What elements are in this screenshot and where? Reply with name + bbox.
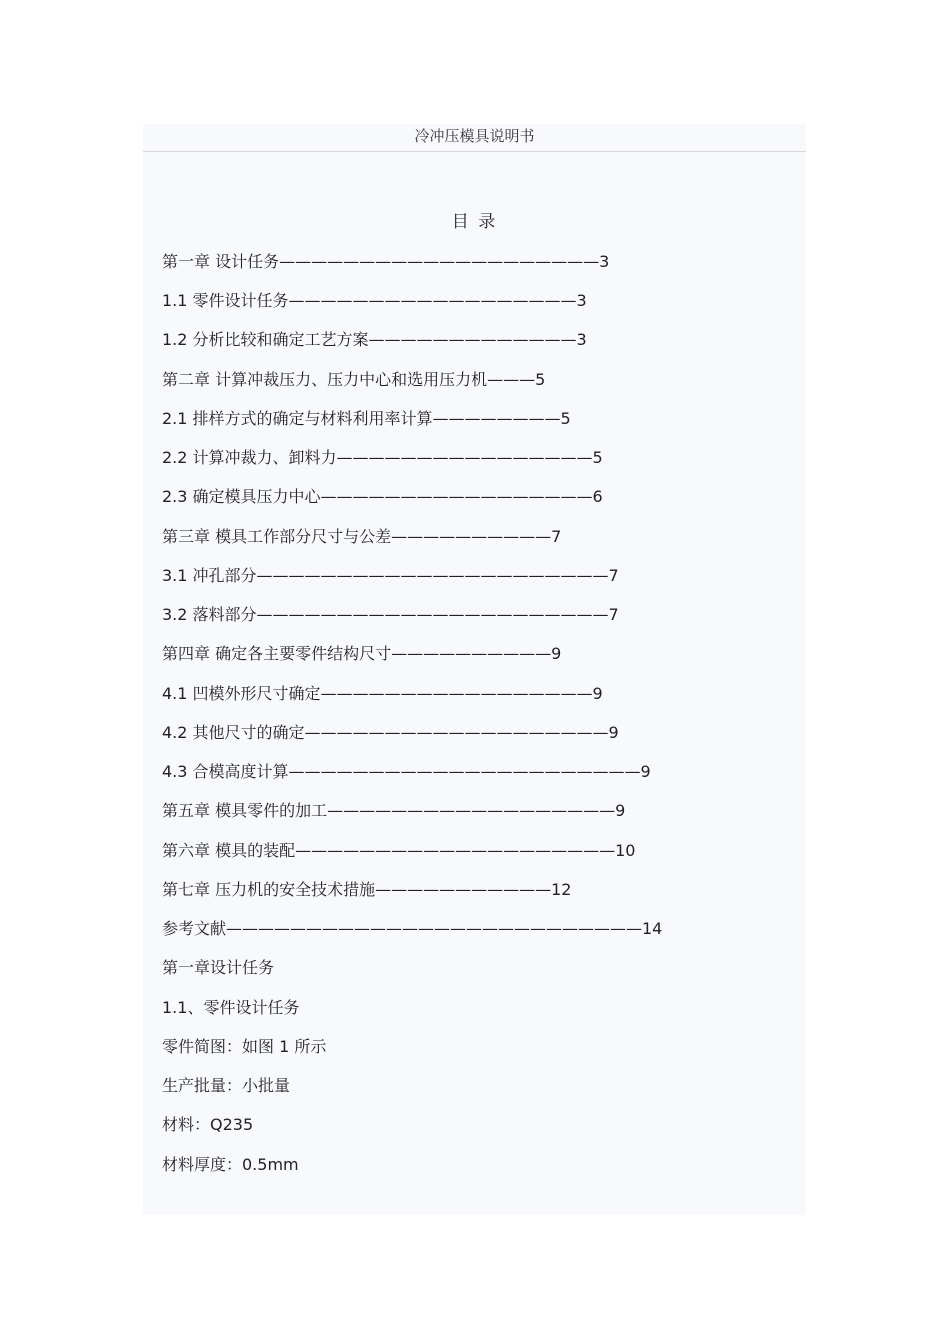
toc-entry-chapter-3: 第三章 模具工作部分尺寸与公差——————————7 — [162, 527, 562, 546]
material-line: 材料：Q235 — [162, 1115, 254, 1134]
toc-entry-chapter-7: 第七章 压力机的安全技术措施———————————12 — [162, 880, 572, 899]
toc-entry-chapter-2: 第二章 计算冲裁压力、压力中心和选用压力机———5 — [162, 370, 546, 389]
toc-entry-4-2: 4.2 其他尺寸的确定———————————————————9 — [162, 723, 619, 742]
toc-entry-3-2: 3.2 落料部分——————————————————————7 — [162, 605, 619, 624]
toc-entry-2-2: 2.2 计算冲裁力、卸料力————————————————5 — [162, 448, 603, 467]
toc-entry-3-1: 3.1 冲孔部分——————————————————————7 — [162, 566, 619, 585]
toc-entry-chapter-6: 第六章 模具的装配————————————————————10 — [162, 841, 636, 860]
toc-entry-2-3: 2.3 确定模具压力中心—————————————————6 — [162, 487, 603, 506]
toc-entry-1-2: 1.2 分析比较和确定工艺方案—————————————3 — [162, 330, 587, 349]
toc-entry-4-3: 4.3 合模高度计算——————————————————————9 — [162, 762, 651, 781]
toc-title: 目 录 — [451, 212, 498, 232]
toc-entry-2-1: 2.1 排样方式的确定与材料利用率计算————————5 — [162, 409, 571, 428]
toc-entry-1-1: 1.1 零件设计任务——————————————————3 — [162, 291, 587, 310]
toc-entry-chapter-4: 第四章 确定各主要零件结构尺寸——————————9 — [162, 644, 562, 663]
section-heading: 1.1、零件设计任务 — [162, 998, 300, 1017]
running-header: 冷冲压模具说明书 — [143, 124, 806, 152]
toc-entry-chapter-1: 第一章 设计任务————————————————————3 — [162, 252, 610, 271]
material-thickness-line: 材料厚度：0.5mm — [162, 1155, 299, 1174]
toc-entry-chapter-5: 第五章 模具零件的加工——————————————————9 — [162, 801, 626, 820]
part-sketch-line: 零件简图：如图 1 所示 — [162, 1037, 327, 1056]
toc-entry-4-1: 4.1 凹模外形尺寸确定—————————————————9 — [162, 684, 603, 703]
toc-entry-references: 参考文献——————————————————————————14 — [162, 919, 663, 938]
document-page — [143, 124, 806, 1215]
chapter-heading: 第一章设计任务 — [162, 958, 275, 977]
batch-size-line: 生产批量：小批量 — [162, 1076, 291, 1095]
